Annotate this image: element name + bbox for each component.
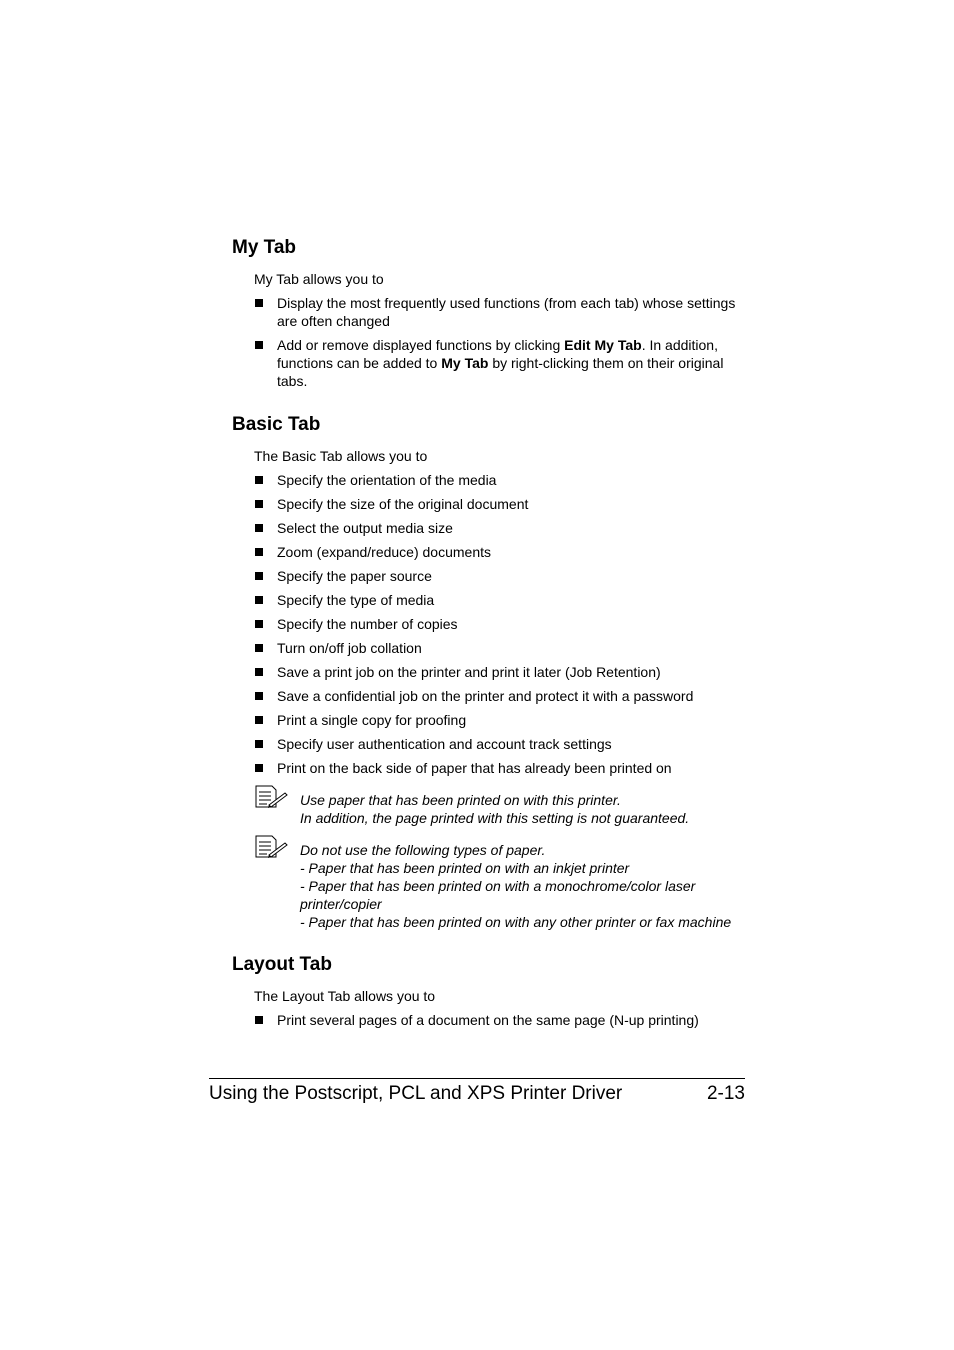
intro-basic-tab: The Basic Tab allows you to [254, 448, 428, 464]
square-bullet-icon [255, 764, 263, 772]
list-item [254, 687, 754, 705]
list-item [254, 591, 754, 609]
square-bullet-icon [255, 341, 263, 349]
ui-term-my-tab: My Tab [441, 355, 489, 371]
footer-title: Using the Postscript, PCL and XPS Printer Driver [209, 1083, 623, 1104]
square-bullet-icon [255, 572, 263, 580]
square-bullet-icon [255, 668, 263, 676]
square-bullet-icon [255, 596, 263, 604]
list-item [254, 495, 754, 513]
list-item-text: Zoom (expand/reduce) documents [277, 544, 491, 560]
list-item-text: Print a single copy for proofing [277, 712, 467, 728]
list-item [254, 567, 754, 585]
list-item-line: are often changed [277, 313, 390, 329]
heading-basic-tab: Basic Tab [232, 414, 321, 435]
page-number: 2-13 [706, 1083, 745, 1104]
list-item [254, 294, 754, 330]
square-bullet-icon [255, 644, 263, 652]
list-item [254, 615, 754, 633]
my-tab-list [254, 294, 754, 390]
heading-my-tab: My Tab [232, 237, 297, 258]
list-item-text: Select the output media size [277, 520, 453, 536]
list-item [254, 336, 754, 390]
list-item-text: Specify the paper source [277, 568, 432, 584]
list-item-text: Turn on/off job collation [277, 640, 422, 656]
list-item [254, 471, 754, 489]
list-item [254, 735, 754, 753]
note-text: Do not use the following types of paper. - Paper that has been printed on with an inkjet printer - Paper that has been printed on with a monochrome/color laser printer/copier - Paper that has been printed on with any other printer or fax machine [300, 842, 732, 930]
square-bullet-icon [255, 500, 263, 508]
list-item [254, 759, 754, 777]
list-item [254, 711, 754, 729]
list-item [254, 543, 754, 561]
ui-term-edit-my-tab: Edit My Tab [564, 337, 642, 353]
square-bullet-icon [255, 716, 263, 724]
footer-divider [209, 1078, 745, 1079]
list-item [254, 519, 754, 537]
intro-layout-tab: The Layout Tab allows you to [254, 988, 436, 1004]
list-item-text: Specify the size of the original document [277, 496, 529, 512]
note-text: Use paper that has been printed on with this printer. In addition, the page printed with this setting is not guaranteed. [300, 792, 690, 826]
intro-my-tab: My Tab allows you to [254, 271, 384, 287]
list-item-text: Specify the number of copies [277, 616, 458, 632]
list-item-line: Add or remove displayed functions by clicking Edit My Tab. In addition, [277, 337, 718, 353]
note-pencil-icon [254, 835, 288, 859]
list-item-text: Specify the type of media [277, 592, 435, 608]
list-item-line: functions can be added to My Tab by right-clicking them on their original [277, 355, 724, 371]
list-item-text: Save a confidential job on the printer and protect it with a password [277, 688, 694, 704]
list-item [254, 1011, 754, 1029]
list-item [254, 663, 754, 681]
square-bullet-icon [255, 299, 263, 307]
square-bullet-icon [255, 740, 263, 748]
note-pencil-icon [254, 785, 288, 809]
list-item-text: Print on the back side of paper that has already been printed on [277, 760, 672, 776]
list-item-text: Specify the orientation of the media [277, 472, 497, 488]
square-bullet-icon [255, 692, 263, 700]
square-bullet-icon [255, 1016, 263, 1024]
layout-tab-list [254, 1011, 754, 1035]
square-bullet-icon [255, 620, 263, 628]
list-item-line: tabs. [277, 373, 308, 389]
square-bullet-icon [255, 548, 263, 556]
list-item-text: Print several pages of a document on the same page (N-up printing) [277, 1012, 699, 1028]
square-bullet-icon [255, 476, 263, 484]
square-bullet-icon [255, 524, 263, 532]
heading-layout-tab: Layout Tab [232, 954, 332, 975]
basic-tab-list [254, 471, 754, 783]
list-item [254, 639, 754, 657]
list-item-text: Specify user authentication and account track settings [277, 736, 612, 752]
list-item-text: Save a print job on the printer and print it later (Job Retention) [277, 664, 661, 680]
list-item-line: Display the most frequently used functions (from each tab) whose settings [277, 295, 736, 311]
